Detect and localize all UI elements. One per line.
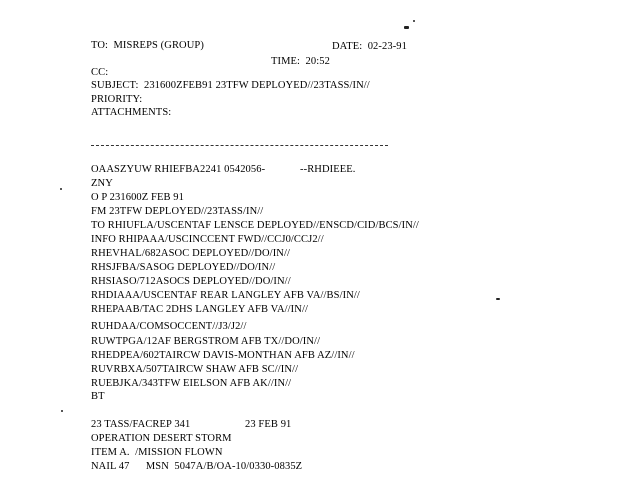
item-line: ITEM A. /MISSION FLOWN: [91, 447, 223, 458]
scan-speck: [61, 410, 63, 412]
facrep-date: 23 FEB 91: [245, 419, 292, 430]
facrep-line: 23 TASS/FACREP 341: [91, 419, 191, 430]
attachments-line: ATTACHMENTS:: [91, 107, 172, 118]
msg-line: RHEDPEA/602TAIRCW DAVIS-MONTHAN AFB AZ//IN//: [91, 350, 355, 361]
routing-line: OAASZYUW RHIEFBA2241 0542056-: [91, 164, 266, 175]
msg-line: RHEVHAL/682ASOC DEPLOYED//DO/IN//: [91, 248, 291, 259]
msg-line: RUVRBXA/507TAIRCW SHAW AFB SC//IN//: [91, 364, 299, 375]
msg-line: RHSIASO/712ASOCS DEPLOYED//DO/IN//: [91, 276, 291, 287]
msg-line: RUEBJKA/343TFW EIELSON AFB AK//IN//: [91, 378, 292, 389]
scan-speck: [60, 188, 62, 190]
msg-line: ZNY: [91, 178, 113, 189]
msg-line: BT: [91, 391, 105, 402]
msg-line: RHDIAAA/USCENTAF REAR LANGLEY AFB VA//BS/IN//: [91, 290, 360, 301]
time-line: TIME: 20:52: [271, 56, 330, 67]
operation-line: OPERATION DESERT STORM: [91, 433, 232, 444]
scan-speck: [404, 26, 409, 29]
msg-line: FM 23TFW DEPLOYED//23TASS/IN//: [91, 206, 264, 217]
subject-line: SUBJECT: 231600ZFEB91 23TFW DEPLOYED//23TASS/IN//: [91, 80, 370, 91]
msg-line: O P 231600Z FEB 91: [91, 192, 185, 203]
msg-line: RUHDAA/COMSOCCENT//J3/J2//: [91, 321, 247, 332]
scan-speck: [496, 298, 500, 300]
msg-line: RHSJFBA/SASOG DEPLOYED//DO/IN//: [91, 262, 276, 273]
msg-line: INFO RHIPAAA/USCINCCENT FWD//CCJ0/CCJ2//: [91, 234, 324, 245]
nail-line: NAIL 47 MSN 5047A/B/OA-10/0330-0835Z: [91, 461, 303, 472]
msg-line: TO RHIUFLA/USCENTAF LENSCE DEPLOYED//ENSCD/CID/BCS/IN//: [91, 220, 419, 231]
date-line: DATE: 02-23-91: [332, 41, 407, 52]
cc-line: CC:: [91, 67, 109, 78]
msg-line: RUWTPGA/12AF BERGSTROM AFB TX//DO/IN//: [91, 336, 321, 347]
scan-speck: [413, 20, 415, 22]
to-line: TO: MISREPS (GROUP): [91, 40, 204, 51]
routing-tail: --RHDIEEE.: [300, 164, 356, 175]
priority-line: PRIORITY:: [91, 94, 143, 105]
separator-line: [91, 145, 388, 146]
msg-line: RHEPAAB/TAC 2DHS LANGLEY AFB VA//IN//: [91, 304, 308, 315]
